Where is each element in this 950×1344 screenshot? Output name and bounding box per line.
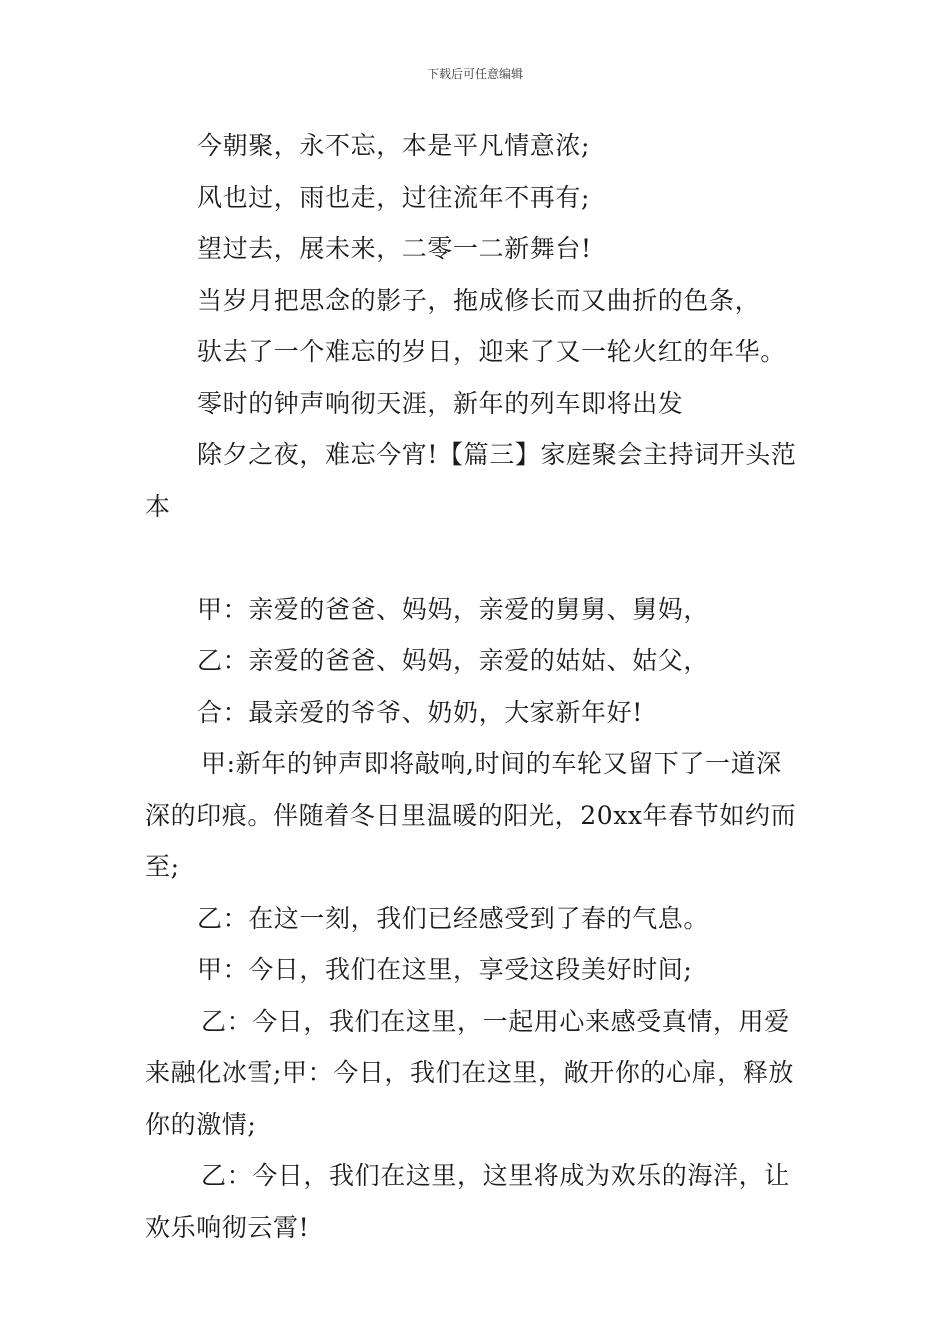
paragraph-5: 驮去了一个难忘的岁日，迎来了又一轮火红的年华。: [197, 337, 786, 366]
paragraph-2: 风也过，雨也走，过往流年不再有;: [197, 182, 591, 212]
paragraph-10: 合：最亲爱的爷爷、奶奶，大家新年好!: [197, 697, 643, 727]
paragraph-4: 当岁月把思念的影子，拖成修长而又曲折的色条，: [197, 285, 761, 315]
paragraph-8: 甲：亲爱的爸爸、妈妈，亲爱的舅舅、舅妈，: [197, 594, 710, 624]
paragraph-1: 今朝聚，永不忘，本是平凡情意浓;: [197, 131, 591, 160]
paragraph-14: 乙：今日，我们在这里，一起用心来感受真情，用爱来融化冰雪;甲：今日，我们在这里，敞开你的心扉，释放你的激情;: [145, 1006, 795, 1139]
paragraph-15: 乙：今日，我们在这里，这里将成为欢乐的海洋，让欢乐响彻云霄!: [145, 1161, 790, 1242]
paragraph-12: 乙：在这一刻，我们已经感受到了春的气息。: [197, 903, 710, 933]
document-body: [145, 120, 807, 1253]
paragraph-13: 甲：今日，我们在这里，享受这段美好时间;: [197, 955, 693, 984]
blank-line: [145, 532, 807, 584]
paragraph-9: 乙：亲爱的爸爸、妈妈，亲爱的姑姑、姑父，: [197, 646, 710, 675]
page-header: 下载后可任意编辑: [426, 67, 523, 81]
paragraph-6: 零时的钟声响彻天涯，新年的列车即将出发: [197, 388, 684, 418]
paragraph-11: 甲:新年的钟声即将敲响,时间的车轮又留下了一道深深的印痕。伴随着冬日里温暖的阳光，20xx年春节如约而至;: [145, 749, 797, 881]
paragraph-7: 除夕之夜，难忘今宵!【篇三】家庭聚会主持词开头范本: [145, 440, 797, 521]
paragraph-3: 望过去，展未来，二零一二新舞台!: [197, 234, 592, 263]
